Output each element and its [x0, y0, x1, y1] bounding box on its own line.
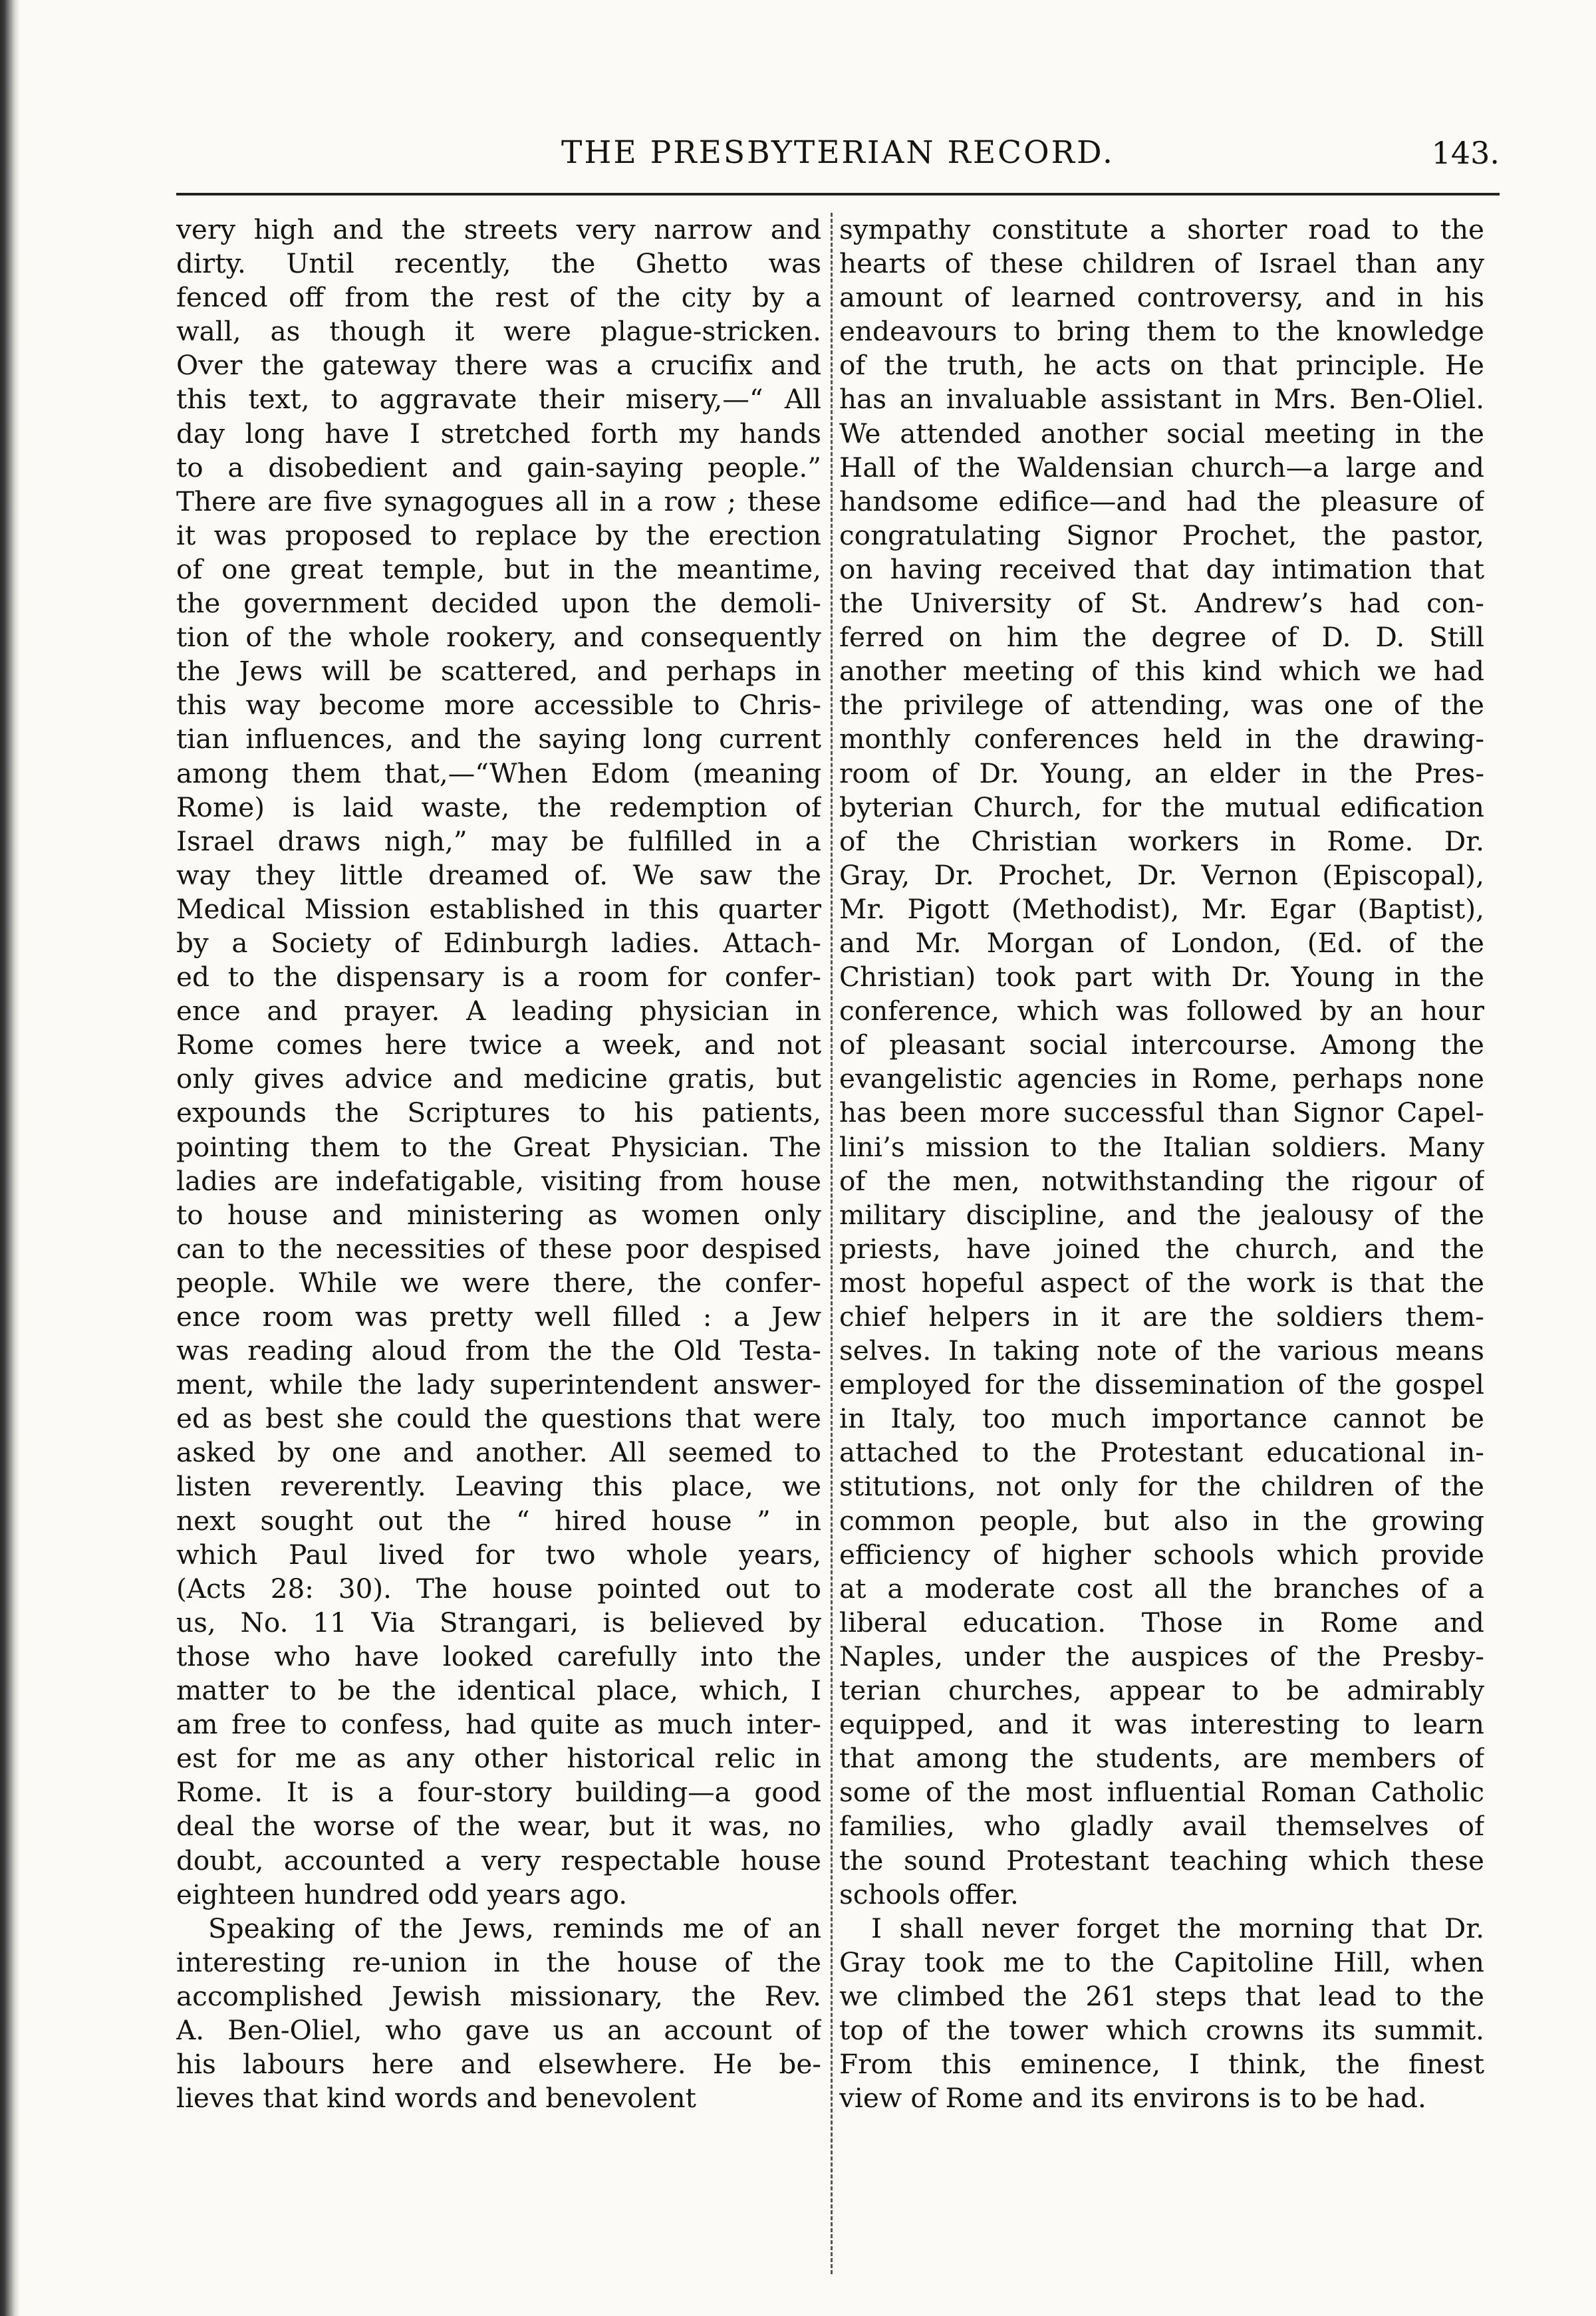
page-header [176, 130, 1500, 176]
text-line: deal the worse of the wear, but it was, no [176, 1810, 821, 1843]
text-line: on having received that day intimation that [839, 553, 1484, 585]
text-line: next sought out the “ hired house ” in [176, 1504, 821, 1537]
text-line: am free to confess, had quite as much inter- [176, 1708, 821, 1741]
page-number: 143. [1431, 135, 1500, 171]
text-line: asked by one and another. All seemed to [176, 1436, 821, 1469]
text-line: to a disobedient and gain-saying people.” [176, 451, 821, 483]
text-line: Christian) took part with Dr. Young in the [839, 961, 1484, 993]
text-line: ladies are indefatigable, visiting from house [176, 1164, 821, 1197]
running-title: THE PRESBYTERIAN RECORD. [561, 134, 1115, 171]
text-line: Rome comes here twice a week, and not [176, 1029, 821, 1061]
text-line: tian influences, and the saying long current [176, 723, 821, 755]
text-line: this way become more accessible to Chris- [176, 689, 821, 721]
text-line: it was proposed to replace by the erection [176, 519, 821, 551]
text-line: amount of learned controversy, and in his [839, 281, 1484, 314]
text-line: matter to be the identical place, which, I [176, 1674, 821, 1707]
text-line: most hopeful aspect of the work is that the [839, 1266, 1484, 1299]
text-line: ed as best she could the questions that were [176, 1402, 821, 1435]
text-line: sympathy constitute a shorter road to the [839, 213, 1484, 245]
text-line: expounds the Scriptures to his patients, [176, 1096, 821, 1129]
text-line: equipped, and it was interesting to learn [839, 1708, 1484, 1741]
text-line: employed for the dissemination of the gospel [839, 1368, 1484, 1401]
text-line: handsome edifice—and had the pleasure of [839, 485, 1484, 517]
text-line: which Paul lived for two whole years, [176, 1538, 821, 1571]
text-line: pointing them to the Great Physician. The [176, 1130, 821, 1163]
text-line: Gray took me to the Capitoline Hill, when [839, 1946, 1484, 1978]
text-line: the sound Protestant teaching which these [839, 1844, 1484, 1876]
text-line: congratulating Signor Prochet, the pastor, [839, 519, 1484, 551]
text-line: From this eminence, I think, the finest [839, 2048, 1484, 2081]
text-line: some of the most influential Roman Catholic [839, 1776, 1484, 1809]
text-line: those who have looked carefully into the [176, 1640, 821, 1672]
text-line: priests, have joined the church, and the [839, 1232, 1484, 1265]
left-column [176, 213, 821, 2115]
text-line: military discipline, and the jealousy of the [839, 1198, 1484, 1231]
text-line: efficiency of higher schools which provide [839, 1538, 1484, 1571]
text-line: at a moderate cost all the branches of a [839, 1572, 1484, 1605]
column-divider [831, 213, 833, 2274]
text-line: Speaking of the Jews, reminds me of an [208, 1912, 821, 1944]
text-line: families, who gladly avail themselves of [839, 1810, 1484, 1843]
text-line: of the men, notwithstanding the rigour of [839, 1164, 1484, 1197]
text-line: only gives advice and medicine gratis, but [176, 1063, 821, 1095]
text-line: ence and prayer. A leading physician in [176, 995, 821, 1027]
text-line: room of Dr. Young, an elder in the Pres- [839, 757, 1484, 789]
text-line: that among the students, are members of [839, 1742, 1484, 1775]
text-line: common people, but also in the growing [839, 1504, 1484, 1537]
text-line: monthly conferences held in the drawing- [839, 723, 1484, 755]
text-line: conference, which was followed by an hour [839, 995, 1484, 1027]
text-line: has an invaluable assistant in Mrs. Ben-Oliel. [839, 383, 1484, 416]
text-line: in Italy, too much importance cannot be [839, 1402, 1484, 1435]
text-line: There are five synagogues all in a row ; these [176, 485, 821, 517]
text-line: eighteen hundred odd years ago. [176, 1878, 628, 1910]
text-line: A. Ben-Oliel, who gave us an account of [176, 2013, 821, 2046]
text-line: lieves that kind words and benevolent [176, 2082, 696, 2115]
text-line: liberal education. Those in Rome and [839, 1606, 1484, 1638]
text-line: Mr. Pigott (Methodist), Mr. Egar (Baptist), [839, 892, 1484, 925]
text-line: evangelistic agencies in Rome, perhaps none [839, 1063, 1484, 1095]
text-line: wall, as though it were plague-stricken. [176, 315, 821, 348]
text-line: est for me as any other historical relic in [176, 1742, 821, 1775]
text-line: ferred on him the degree of D. D. Still [839, 621, 1484, 654]
text-line: way they little dreamed of. We saw the [176, 858, 821, 891]
text-line: ence room was pretty well filled : a Jew [176, 1301, 821, 1333]
text-line: selves. In taking note of the various means [839, 1335, 1484, 1367]
text-line: tion of the whole rookery, and consequently [176, 621, 821, 654]
text-line: very high and the streets very narrow and [176, 213, 821, 245]
text-line: Israel draws nigh,” may be fulfilled in a [176, 825, 821, 857]
text-line: lini’s mission to the Italian soldiers. Many [839, 1130, 1484, 1163]
text-line: accomplished Jewish missionary, the Rev. [176, 1980, 821, 2012]
text-line: among them that,—“When Edom (meaning [176, 757, 821, 789]
text-line: hearts of these children of Israel than any [839, 247, 1484, 280]
text-line: dirty. Until recently, the Ghetto was [176, 247, 821, 280]
text-line: Rome. It is a four-story building—a good [176, 1776, 821, 1809]
text-line: by a Society of Edinburgh ladies. Attach- [176, 926, 821, 959]
text-line: was reading aloud from the the Old Testa- [176, 1335, 821, 1367]
text-line: the privilege of attending, was one of the [839, 689, 1484, 721]
text-line: to house and ministering as women only [176, 1198, 821, 1231]
text-line: the University of St. Andrew’s had con- [839, 587, 1484, 620]
text-line: Rome) is laid waste, the redemption of [176, 791, 821, 823]
text-line: Hall of the Waldensian church—a large and [839, 451, 1484, 483]
text-line: ed to the dispensary is a room for confer- [176, 961, 821, 993]
text-line: has been more successful than Signor Capel- [839, 1096, 1484, 1129]
text-line: fenced off from the rest of the city by a [176, 281, 821, 314]
text-line: listen reverently. Leaving this place, we [176, 1470, 821, 1503]
text-line: us, No. 11 Via Strangari, is believed by [176, 1606, 821, 1638]
text-line: I shall never forget the morning that Dr. [871, 1912, 1484, 1944]
text-line: day long have I stretched forth my hands [176, 417, 821, 450]
text-line: the Jews will be scattered, and perhaps in [176, 655, 821, 688]
text-line: of pleasant social intercourse. Among the [839, 1029, 1484, 1061]
text-line: Gray, Dr. Prochet, Dr. Vernon (Episcopal), [839, 858, 1484, 891]
text-line: can to the necessities of these poor despised [176, 1232, 821, 1265]
text-line: the government decided upon the demoli- [176, 587, 821, 620]
text-line: terian churches, appear to be admirably [839, 1674, 1484, 1707]
text-line: people. While we were there, the confer- [176, 1266, 821, 1299]
text-line: his labours here and elsewhere. He be- [176, 2048, 821, 2081]
text-line: of the truth, he acts on that principle. He [839, 349, 1484, 382]
text-line: and Mr. Morgan of London, (Ed. of the [839, 926, 1484, 959]
text-line: stitutions, not only for the children of the [839, 1470, 1484, 1503]
text-line: attached to the Protestant educational in- [839, 1436, 1484, 1469]
text-line: interesting re-union in the house of the [176, 1946, 821, 1978]
text-line: of the Christian workers in Rome. Dr. [839, 825, 1484, 857]
text-line: endeavours to bring them to the knowledge [839, 315, 1484, 348]
text-line: schools offer. [839, 1878, 1019, 1910]
right-column [839, 213, 1484, 2115]
text-line: ment, while the lady superintendent answer- [176, 1368, 821, 1401]
text-line: byterian Church, for the mutual edification [839, 791, 1484, 823]
text-line: (Acts 28: 30). The house pointed out to [176, 1572, 821, 1605]
text-line: of one great temple, but in the meantime, [176, 553, 821, 585]
text-line: we climbed the 261 steps that lead to the [839, 1980, 1484, 2012]
text-line: doubt, accounted a very respectable house [176, 1844, 821, 1876]
text-line: We attended another social meeting in the [839, 417, 1484, 450]
text-line: view of Rome and its environs is to be had. [839, 2082, 1426, 2115]
text-line: this text, to aggravate their misery,—“ All [176, 383, 821, 416]
text-line: top of the tower which crowns its summit. [839, 2013, 1484, 2046]
text-line: Naples, under the auspices of the Presby- [839, 1640, 1484, 1672]
page-binding-edge [0, 0, 20, 2316]
text-line: chief helpers in it are the soldiers them- [839, 1301, 1484, 1333]
text-line: another meeting of this kind which we had [839, 655, 1484, 688]
text-line: Over the gateway there was a crucifix and [176, 349, 821, 382]
text-line: Medical Mission established in this quarter [176, 892, 821, 925]
header-rule [176, 193, 1500, 195]
